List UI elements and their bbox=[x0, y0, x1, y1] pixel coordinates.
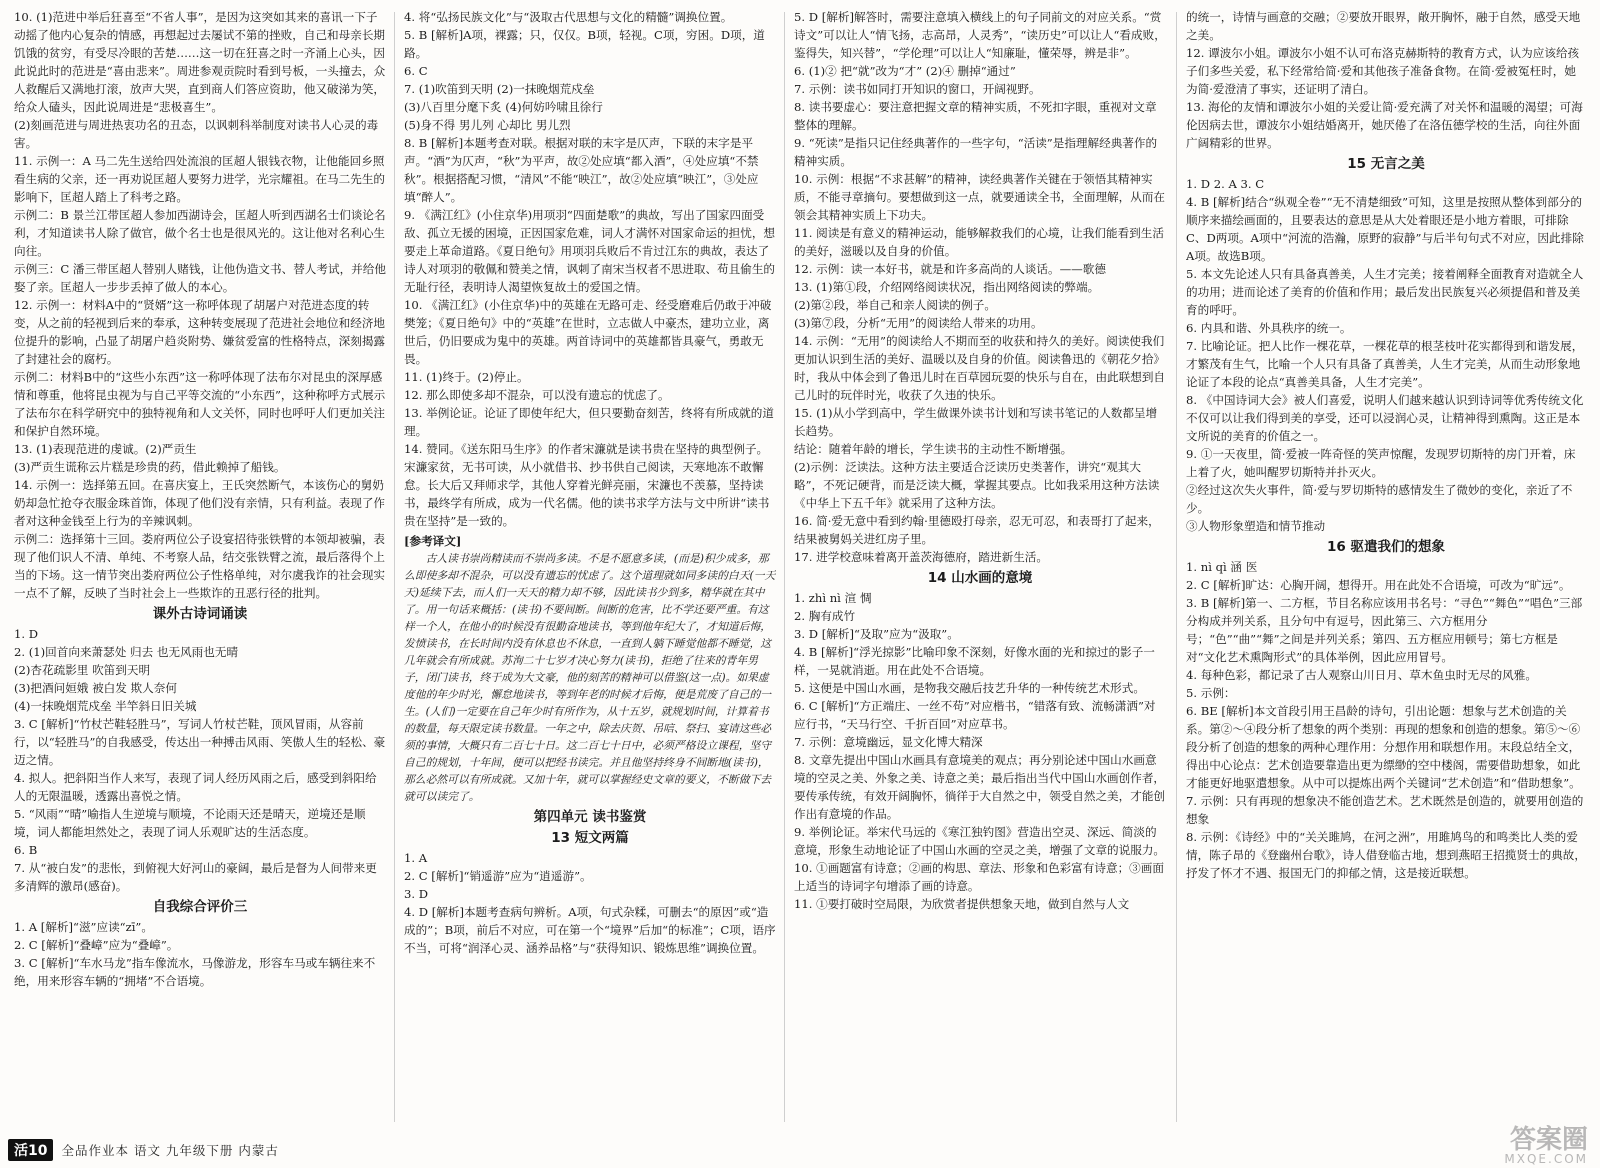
section-heading: 自我综合评价三 bbox=[152, 899, 248, 915]
answer-item: (3)第⑦段，分析“无用”的阅读给人带来的功用。 bbox=[794, 316, 1043, 330]
answer-item: 2. C [解析]“销遥游”应为“逍遥游”。 bbox=[404, 869, 592, 883]
answer-item: 11. 阅读是有意义的精神运动，能够解救我们的心境，让我们能看到生活的美好，滋暖以及自身的价值。 bbox=[794, 226, 1164, 258]
answer-item: 17. 进学校意味着离开盖茨海德府，踏进新生活。 bbox=[794, 550, 1048, 564]
answer-item: 示例三：C 潘三带匡超人替别人赌钱，让他伪造文书、替人考试，并给他娶了亲。匡超人一步步丢掉了做人的本心。 bbox=[14, 262, 386, 294]
answer-item: 9. “死读”是指只记住经典著作的一些字句，“活读”是指理解经典著作的精神实质。 bbox=[794, 136, 1158, 168]
answer-item: 3. C [解析]“车水马龙”指车像流水，马像游龙，形容车马或车辆往来不绝，用来形容车辆的“拥堵”不合语境。 bbox=[14, 956, 376, 988]
answer-item: 示例二：材料B中的“这些小东西”这一称呼体现了法布尔对昆虫的深厚感情和尊重，他将昆虫视为与自己平等交流的“小东西”，这种称呼方式展示了法布尔在科学研究中的独特视角和人文关怀，同时也呼吁人们更加关注和保护自然环境。 bbox=[14, 370, 386, 438]
answer-item: 结论：随着年龄的增长，学生读书的主动性不断增强。 bbox=[794, 442, 1073, 456]
answer-item: 13. (1)表现范进的虔诚。(2)严贡生 bbox=[14, 442, 197, 456]
page-footer bbox=[8, 1138, 279, 1162]
answer-item: 1. nì qì 涵 医 bbox=[1186, 560, 1258, 574]
answer-item: 的统一，诗情与画意的交融；②要放开眼界，敞开胸怀，融于自然，感受天地之美。 bbox=[1186, 10, 1581, 42]
site-watermark bbox=[1504, 1125, 1588, 1166]
answer-item: ②经过这次失火事件，简·爱与罗切斯特的感情发生了微妙的变化，亲近了不少。 bbox=[1186, 483, 1573, 515]
answer-item: 6. (1)② 把“就”改为“才” (2)④ 删掉“通过” bbox=[794, 64, 1016, 78]
answer-item: 7. 示例：只有再现的想象决不能创造艺术。艺术既然是创造的，就要用创造的想象 bbox=[1186, 794, 1584, 826]
answer-item: 14. 赞同。《送东阳马生序》的作者宋濂就是读书贵在坚持的典型例子。宋濂家贫，无书可读，从小就借书、抄书供自己阅读，天寒地冻不敢懈怠。长大后又拜师求学，其他人穿着光鲜亮丽，宋濂也不羡慕，坚持读书，最终学有所成，成为一代名儒。他的读书求学方法与文中所讲“读书贵在坚持”是一致的。 bbox=[404, 442, 770, 528]
answer-item: 2. 胸有成竹 bbox=[794, 609, 856, 623]
answer-item: 4. B [解析]“浮光掠影”比喻印象不深刻，好像水面的光和掠过的影子一样，一晃就消逝。用在此处不合语境。 bbox=[794, 645, 1155, 677]
answer-item: 9. 举例论证。举宋代马远的《寒江独钓图》营造出空灵、深远、简淡的意境，形象生动地论证了中国山水画的空灵之美，增强了文章的说服力。 bbox=[794, 825, 1166, 857]
answer-item: 13. 举例论证。论证了即使年纪大，但只要勤奋刻苦，终将有所成就的道理。 bbox=[404, 406, 774, 438]
page-number-badge: 活10 bbox=[8, 1139, 53, 1161]
watermark-logo-text: 答案圈 bbox=[1509, 1125, 1588, 1155]
answer-item: 2. (1)回首向来萧瑟处 归去 也无风雨也无晴 bbox=[14, 645, 239, 659]
answer-item: 4. D [解析]本题考查病句辨析。A项，句式杂糅，可删去“的原因”或“造成的”；B项，前后不对应，可在第一个“境界”后加“的标准”；C项，语序不当，可将“润泽心灵、涵养品格”与“获得知识、锻炼思维”调换位置。 bbox=[404, 905, 776, 955]
answer-item: 11. ①要打破时空局限，为欣赏者提供想象天地，做到自然与人文 bbox=[794, 897, 1130, 911]
book-info: 全品作业本 语文 九年级下册 内蒙古 bbox=[61, 1143, 279, 1158]
answer-item: 6. B bbox=[14, 843, 38, 857]
column-divider bbox=[1176, 12, 1177, 1122]
answer-item: 5. 本文先论述人只有具备真善美，人生才完美；接着阐释全面教育对造就全人的功用；进而论述了美育的价值和作用；最后发出民族复兴必须提倡和普及美育的呼吁。 bbox=[1186, 267, 1584, 317]
answer-item: 7. 比喻论证。把人比作一棵花草，一棵花草的根茎枝叶花实都得到和谐发展，才繁茂有生气，比喻一个人只有具备了真善美，人生才完美，从而生动形象地论证了本段的论点“真善美具备，人生才完美”。 bbox=[1186, 339, 1584, 389]
answer-item: 16. 简·爱无意中看到约翰·里德殴打母亲，忍无可忍，和表哥打了起来，结果被舅妈关进红房子里。 bbox=[794, 514, 1160, 546]
answer-item: 5. D [解析]解答时，需要注意填入横线上的句子同前文的对应关系。“赏诗文”可以让人“情飞扬，志高昂，人灵秀”，“读历史”可以让人“看成败，鉴得失，知兴替”，“学伦理”可以让人“知廉耻，懂荣辱，辨是非”。 bbox=[794, 10, 1166, 60]
column-2 bbox=[404, 8, 776, 1132]
answer-item: 10. ①画题富有诗意；②画的构思、章法、形象和色彩富有诗意；③画面上适当的诗词字句增添了画的诗意。 bbox=[794, 861, 1164, 893]
answer-item: 6. C bbox=[404, 64, 428, 78]
answer-item: 10. (1)范进中举后狂喜至“不省人事”，是因为这突如其来的喜讯一下子动摇了他内心复杂的情感，再想起过去屡试不第的挫败，自己和母亲长期饥饿的贫穷，有受尽冷眼的苦楚……这一切在狂喜之时一齐涌上心头，因此说此时的范进是“喜由悲来”。周进参观贡院时看到号板，一头撞去，众人救醒后又满地打滚，放声大哭，直到商人们答应资助，他又破涕为笑，给众人磕头，因此说周进是“悲极喜生”。 bbox=[14, 10, 386, 114]
answer-item: 8. B [解析]本题考查对联。根据对联的末字是仄声，下联的末字是平声。“酒”为仄声，“秋”为平声，故②处应填“都入酒”，④处应填“不禁秋”。根据搭配习惯，“清风”不能“映江”，故②处应填“映江”，③处应填“醉人”。 bbox=[404, 136, 759, 204]
answer-item: 8. 示例：《诗经》中的“关关雎鸠，在河之洲”，用雎鸠鸟的和鸣类比人类的爱情，陈子昂的《登幽州台歌》，诗人借登临古地，想到燕昭王招揽贤士的典故，抒发了怀才不遇、报国无门的抑郁之情，这是接近联想。 bbox=[1186, 830, 1586, 880]
answer-item: 9. 《满江红》(小住京华)用项羽“四面楚歌”的典故，写出了国家四面受敌、孤立无援的困境，正因国家危难，词人才满怀对国家命运的担忧，想要走上革命道路。《夏日绝句》用项羽兵败后不肯过江东的典故，表达了诗人对项羽的敬佩和赞美之情，讽刺了南宋当权者不思进取、苟且偷生的无耻行径，表明诗人渴望恢复故土的爱国之情。 bbox=[404, 208, 776, 294]
answer-item: 3. B [解析]第一、二方框，节目名称应该用书名号：“寻色”“舞色”“唱色”三部分构成并列关系，且分句中有逗号，因此第三、六方框用分号；“色”“曲”“舞”之间是并列关系；第四、五方框应用顿号；第七方框是对“文化艺术熏陶形式”的具体举例，因此应用冒号。 bbox=[1186, 596, 1583, 664]
answer-item: 8. 读书要虚心：要注意把握文章的精神实质，不死扣字眼，重视对文章整体的理解。 bbox=[794, 100, 1157, 132]
answer-item: 7. 从“被白发”的悲怅，到俯视大好河山的豪阔，最后是督为人间带来更多清辉的激昂(感奋)。 bbox=[14, 861, 377, 893]
answer-item: (5)身不得 男儿列 心却比 男儿烈 bbox=[404, 118, 571, 132]
answer-item: 5. 这便是中国山水画，是物我交融后技艺升华的一种传统艺术形式。 bbox=[794, 681, 1145, 695]
answer-item: (2)第②段，举自己和亲人阅读的例子。 bbox=[794, 298, 996, 312]
column-4 bbox=[1186, 8, 1586, 1132]
answer-item: 11. (1)终于。(2)停止。 bbox=[404, 370, 529, 384]
answer-item: 15. (1)从小学到高中，学生做课外读书计划和写读书笔记的人数都呈增长趋势。 bbox=[794, 406, 1158, 438]
column-divider bbox=[784, 12, 785, 1122]
answer-item: 5. 示例： bbox=[1186, 686, 1236, 700]
section-heading: 第四单元 读书鉴赏 bbox=[533, 809, 647, 825]
answer-item: 7. (1)吹笛到天明 (2)一抹晚烟荒戍垒 bbox=[404, 82, 595, 96]
answer-item: 5. B [解析]A项，裸露；只，仅仅。B项，轻视。C项，穷困。D项，道路。 bbox=[404, 28, 765, 60]
column-3 bbox=[794, 8, 1166, 1132]
answer-item: 12. 示例一：材料A中的“贤婿”这一称呼体现了胡屠户对范进态度的转变，从之前的轻视到后来的奉承，这种转变展现了范进社会地位和经济地位提升的影响，凸显了胡屠户趋炎附势、嫌贫爱富的性格特点，深刻揭露了封建社会的腐朽。 bbox=[14, 298, 386, 366]
answer-item: 8. 文章先提出中国山水画具有意境美的观点；再分别论述中国山水画意境的空灵之美、外象之美、诗意之美；最后指出当代中国山水画创作者，要传承传统，有效开阔胸怀，徜徉于大自然之中，领受自然之美，才能创作出有意境的作品。 bbox=[794, 753, 1166, 821]
answer-item: 7. 示例：意境幽远，显文化博大精深 bbox=[794, 735, 983, 749]
answer-item: 8. 《中国诗词大会》被人们喜爱，说明人们越来越认识到诗词等优秀传统文化不仅可以让我们得到美的享受，还可以浸润心灵，让精神得到熏陶。这正是本文所说的美育的价值之一。 bbox=[1186, 393, 1584, 443]
answer-item: 3. D bbox=[404, 887, 429, 901]
answer-item: ③人物形象塑造和情节推动 bbox=[1186, 519, 1326, 533]
answer-item: (4)一抹晚烟荒戍垒 半竿斜日旧关城 bbox=[14, 699, 197, 713]
column-1 bbox=[14, 8, 386, 1132]
answer-item: 12. 示例：读一本好书，就是和许多高尚的人谈话。——歌德 bbox=[794, 262, 1106, 276]
answer-item: 4. B [解析]结合“纵观全卷”“无不清楚细致”可知，这里是按照从整体到部分的顺序来描绘画面的，且要表达的意思是从大处着眼还是小地方着眼，可排除C、D两项。A项中“河流的浩瀚，原野的寂静”与后半句句式不对应，因此排除A项。故选B项。 bbox=[1186, 195, 1584, 263]
answer-item: 9. ①一天夜里，简·爱被一阵奇怪的笑声惊醒，发现罗切斯特的房门开着，床上着了火，她叫醒罗切斯特并扑灭火。 bbox=[1186, 447, 1576, 479]
section-heading: 16 驱遣我们的想象 bbox=[1327, 539, 1445, 555]
answer-item: 1. zhì nì 渲 惆 bbox=[794, 591, 872, 605]
answer-item: 10. 示例：根据“不求甚解”的精神，读经典著作关键在于领悟其精神实质，不能寻章摘句。要想做到这一点，就要通读全书，全面理解，从而在领会其精神实质上下功夫。 bbox=[794, 172, 1166, 222]
section-heading: 14 山水画的意境 bbox=[927, 570, 1033, 586]
answer-item: 示例二：选择第十三回。娄府两位公子设宴招待张铁臂的本领却被骗，表现了他们识人不清、单纯、不考察人品，结交张铁臂之流，最后落得个上当的下场。这一情节突出娄府两位公子性格单纯，对尔虞我诈的社会现实一点不了解，反映了当时社会上一些欺诈的丑恶行径的批判。 bbox=[14, 532, 386, 600]
answer-item: 10. 《满江红》(小住京华)中的英雄在无路可走、经受磨难后仍敢于冲破樊笼；《夏日绝句》中的“英雄”在世时，立志做人中豪杰，建功立业，离世后，仍旧要成为鬼中的英雄。两首诗词中的英雄都皆具豪气，勇敢无畏。 bbox=[404, 298, 772, 366]
answer-item: 12. 那么即使多却不混杂，可以没有遗忘的忧虑了。 bbox=[404, 388, 670, 402]
answer-item: (2)杏花疏影里 吹笛到天明 bbox=[14, 663, 151, 677]
answer-item: 4. 将“弘扬民族文化”与“汲取古代思想与文化的精髓”调换位置。 bbox=[404, 10, 733, 24]
translation-paragraph: 古人读书崇尚精读而不崇尚多读。不是不愿意多读，(而是)积少成多，那么即使多却不混杂，可以没有遗忘的忧虑了。这个道理就如同多读的白天(一天天)延续下去，而人们一天天的精力却不够，因此读书少到多，精华就在其中了。用一句话来概括：(读书)不要间断。间断的危害，比不学还要严重。有这样一个人，在他小的时候没有很勤奋地读书，等到他年纪大了，才知道后悔，发愤读书，在长时间内没有休息也不休息，一直到人躺下睡觉他都不睡觉，这几年就会有所成就。苏洵二十七岁才决心努力(读书)，拒绝了往来的青年男子，闭门读书，终于成为大文豪，他的刻苦的精神可以借鉴(这一点)。如果虚度他的年少时光，懈怠地读书，等到年老的时候才后悔，便是荒废了自己的一生。(人们)一定要在自己年少时有所作为，从十五岁，就规划时间，计算着书的数量，每天限定读书数量。一年之中，除去庆贺、吊唁、祭扫、宴请这些必须的事情，大概只有二百七十日。这二百七十日中，必须严格设立课程，坚守自己的规划，十年间，便可以把经书读完。并且他坚持终身不间断地(读书)，那么必然可以有所成就。又加十年，就可以掌握经史文章的要义，不断做下去就可以读完了。 bbox=[404, 552, 776, 803]
answer-item: 12. 谭波尔小姐。谭波尔小姐不认可布洛克赫斯特的教育方式，认为应该给孩子们多些关爱，私下经常给简·爱和其他孩子准备食物。在简·爱被冤枉时，她为简·爱澄清了事实，还证明了清白。 bbox=[1186, 46, 1580, 96]
answer-item: 4. 拟人。把斜阳当作人来写，表现了词人经历风雨之后，感受到斜阳给人的无限温暖，透露出喜悦之情。 bbox=[14, 771, 377, 803]
answer-item: 2. C [解析]“叠嶂”应为“叠嶂”。 bbox=[14, 938, 179, 952]
section-heading: 课外古诗词诵读 bbox=[152, 606, 248, 622]
answer-item: 1. D bbox=[14, 627, 39, 641]
answer-item: 1. A bbox=[404, 851, 428, 865]
answer-item: 1. A [解析]“滋”应读“zī”。 bbox=[14, 920, 153, 934]
answer-item: 3. D [解析]“及取”应为“汲取”。 bbox=[794, 627, 959, 641]
watermark-url: MXQE.COM bbox=[1504, 1152, 1588, 1166]
answer-item: (3)把酒问姮娥 被白发 欺人奈何 bbox=[14, 681, 177, 695]
answer-item: 6. BE [解析]本文首段引用王昌龄的诗句，引出论题：想象与艺术创造的关系。第②～④段分析了想象的两个类别：再现的想象和创造的想象。第⑤～⑥段分析了创造的想象的两种心理作用：分想作用和联想作用。末段总结全文，得出中心论点：艺术创造要靠造出更为缥缈的空中楼阁，需要借助想象，如此才能更好地驱遣想象。从中可以提炼出两个关键词“艺术创造”和“借助想象”。 bbox=[1186, 704, 1581, 790]
answer-item: (3)八百里分麾下炙 (4)何妨吟啸且徐行 bbox=[404, 100, 603, 114]
answer-item: 14. 示例：“无用”的阅读给人不期而至的收获和持久的美好。阅读使我们更加认识到生活的美好、温暖以及自身的价值。阅读鲁迅的《朝花夕拾》时，我从中体会到了鲁迅儿时在百草园玩耍的快乐与自在，由此联想到自己儿时的玩伴时光，收获了久违的快乐。 bbox=[794, 334, 1166, 402]
answer-item: 13. 海伦的友情和谭波尔小姐的关爱让简·爱充满了对关怀和温暖的渴望；可海伦因病去世，谭波尔小姐结婚离开，她厌倦了在洛伍德学校的生活，向往外面广阔精彩的世界。 bbox=[1186, 100, 1583, 150]
answer-item: 6. 内具和谐、外具秩序的统一。 bbox=[1186, 321, 1352, 335]
answer-item: (2)示例：泛读法。这种方法主要适合泛读历史类著作，讲究“观其大略”，不死记硬背，而是泛读大概，掌握其要点。比如我采用这种方法读《中华上下五千年》就采用了这种方法。 bbox=[794, 460, 1160, 510]
answer-item: 2. C [解析]旷达：心胸开阔，想得开。用在此处不合语境，可改为“旷远”。 bbox=[1186, 578, 1571, 592]
answer-item: 5. “风雨”“晴”喻指人生逆境与顺境，不论雨天还是晴天，逆境还是顺境，词人都能坦然处之，表现了词人乐观旷达的生活态度。 bbox=[14, 807, 366, 839]
answer-item: (2)刻画范进与周进热衷功名的丑态，以讽刺科举制度对读书人心灵的毒害。 bbox=[14, 118, 379, 150]
answer-item: 示例二：B 景兰江带匡超人参加西湖诗会，匡超人听到西湖名士们谈论名利，才知道读书人除了做官，做个名士也是很风光的。这让他对名利心生向往。 bbox=[14, 208, 386, 258]
answer-item: 4. 每种色彩，都记录了古人观察山川日月、草木鱼虫时无尽的风雅。 bbox=[1186, 668, 1537, 682]
answer-item: 3. C [解析]“竹杖芒鞋轻胜马”，写词人竹杖芒鞋，顶风冒雨，从容前行，以“轻胜马”的自我感受，传达出一种搏击风雨、笑傲人生的轻松、豪迈之情。 bbox=[14, 717, 386, 767]
answer-item: 7. 示例：读书如同打开知识的窗口，开阔视野。 bbox=[794, 82, 1041, 96]
answer-item: 13. (1)第①段，介绍网络阅读状况，指出网络阅读的弊端。 bbox=[794, 280, 1100, 294]
answer-item: 11. 示例一：A 马二先生送给四处流浪的匡超人银钱衣物，让他能回乡照看生病的父亲，还一再劝说匡超人要努力进学，光宗耀祖。在马二先生的影响下，匡超人踏上了科考之路。 bbox=[14, 154, 386, 204]
answer-item: (3)严贡生谎称云片糕是珍贵的药，借此赖掉了船钱。 bbox=[14, 460, 286, 474]
column-divider bbox=[394, 12, 395, 1122]
answer-item: 14. 示例一：选择第五回。在喜庆宴上，王氏突然断气，本该伤心的舅奶奶却急忙抢夺衣服金珠首饰，体现了他们没有亲情，只有利益。表现了作者对这种金钱至上行为的辛辣讽刺。 bbox=[14, 478, 386, 528]
answer-item: 1. D 2. A 3. C bbox=[1186, 177, 1265, 191]
section-heading: 13 短文两篇 bbox=[551, 830, 629, 846]
reference-label: [参考译文] bbox=[404, 534, 462, 548]
answer-item: 6. C [解析]“方正端庄、一丝不苟”对应楷书，“错落有致、流畅潇洒”对应行书，“天马行空、千折百回”对应草书。 bbox=[794, 699, 1156, 731]
section-heading: 15 无言之美 bbox=[1347, 156, 1425, 172]
